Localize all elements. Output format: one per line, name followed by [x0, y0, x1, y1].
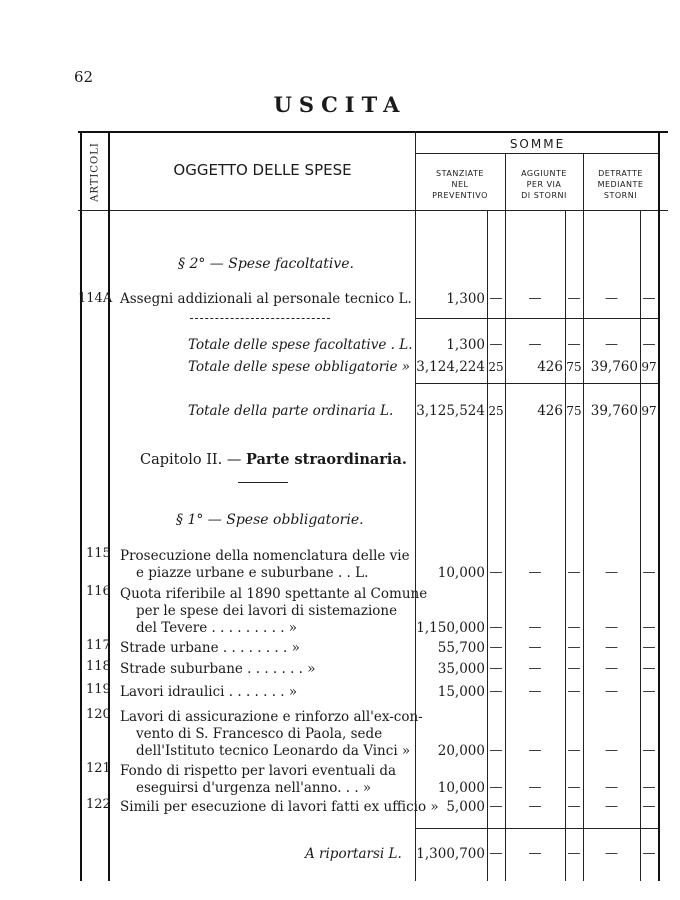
stanziate-cents: — — [489, 337, 503, 352]
detratte-value: — — [605, 684, 618, 699]
detratte-cents: — — [642, 846, 656, 861]
carry-forward-label: A riportarsi L. — [305, 846, 402, 862]
expense-description-line: vento di S. Francesco di Paola, sede — [136, 726, 383, 742]
right-border — [658, 131, 660, 881]
detratte-cents: — — [642, 799, 656, 814]
expense-description-line: del Tevere . . . . . . . . . » — [136, 620, 298, 636]
page-number: 62 — [74, 68, 94, 86]
stanziate-value: 10,000 — [437, 565, 485, 581]
aggiunte-value: — — [528, 780, 542, 795]
stanziate-cents: — — [489, 640, 503, 655]
aggiunte-cents: — — [567, 743, 581, 758]
detratte-cents: — — [642, 743, 656, 758]
expense-description-line: Lavori di assicurazione e rinforzo all'ex-con- — [120, 709, 423, 725]
somme-header: SOMME — [509, 137, 566, 151]
stanziate-cents: — — [489, 846, 503, 861]
detratte-value: — — [605, 846, 618, 861]
stanziate-value: 10,000 — [437, 780, 485, 796]
aggiunte-cents: — — [567, 846, 581, 861]
stanziate-cents: 25 — [488, 360, 504, 374]
aggiunte-value: — — [528, 620, 542, 635]
detratte-value: — — [605, 799, 618, 814]
aggiunte-value: — — [528, 846, 542, 861]
detratte-value: 39,760 — [590, 403, 638, 419]
detratte-header: DETRATTE MEDIANTE STORNI — [597, 169, 644, 200]
aggiunte-value: — — [528, 661, 542, 676]
stanziate-cents: — — [489, 684, 503, 699]
subtotal-rule — [415, 318, 658, 319]
detratte-value: — — [605, 291, 618, 306]
expense-description-line: Prosecuzione della nomenclatura delle vie — [120, 548, 410, 564]
aggiunte-divider — [583, 153, 584, 881]
aggiunte-value: — — [528, 640, 542, 655]
aggiunte-cents: 75 — [566, 360, 582, 374]
expense-description-line: Strade urbane . . . . . . . . » — [120, 640, 300, 656]
table-top-rule — [78, 131, 668, 133]
detratte-value: 39,760 — [590, 359, 638, 375]
stanziate-cents: — — [489, 743, 503, 758]
stanziate-value: 15,000 — [437, 684, 485, 700]
stanziate-cents: 25 — [488, 404, 504, 418]
stanziate-cents: — — [489, 780, 503, 795]
detratte-cents: — — [642, 661, 656, 676]
aggiunte-cents: — — [567, 291, 581, 306]
aggiunte-value: — — [528, 291, 542, 306]
detratte-value: — — [605, 743, 618, 758]
subtotal-rule — [415, 383, 658, 384]
detratte-cents: — — [642, 291, 656, 306]
expense-description-line: Simili per esecuzione di lavori fatti ex ufficio » — [120, 799, 439, 815]
stanziate-value: 3,124,224 — [416, 359, 485, 375]
detratte-value: — — [605, 565, 618, 580]
expense-description-line: dell'Istituto tecnico Leonardo da Vinci » — [136, 743, 411, 759]
detratte-value: — — [605, 661, 618, 676]
detratte-cents: 97 — [641, 360, 657, 374]
divider-rule — [190, 318, 330, 319]
chapter-rule — [238, 482, 288, 483]
total-facoltative-label: Totale delle spese facoltative . L. — [188, 337, 413, 353]
aggiunte-value: — — [528, 743, 542, 758]
aggiunte-value: — — [528, 684, 542, 699]
chapter-heading: Capitolo II. — Parte straordinaria. — [140, 451, 407, 468]
article-number: 115 — [86, 546, 111, 561]
stanziate-cents: — — [489, 291, 503, 306]
detratte-value: — — [605, 640, 618, 655]
stanziate-value: 1,150,000 — [416, 620, 485, 636]
expense-description-line: Strade suburbane . . . . . . . » — [120, 661, 316, 677]
left-border — [80, 131, 82, 881]
section-facoltative: § 2° — Spese facoltative. — [178, 256, 355, 272]
expense-description-line: Quota riferibile al 1890 spettante al Comune — [120, 586, 428, 602]
stanziate-value: 1,300,700 — [416, 846, 485, 862]
stanziate-cents: — — [489, 799, 503, 814]
expense-description-line: Lavori idraulici . . . . . . . » — [120, 684, 298, 700]
aggiunte-cents: — — [567, 684, 581, 699]
stanziate-divider — [505, 153, 506, 881]
article-number: 119 — [86, 682, 111, 697]
article-number: 121 — [86, 761, 111, 776]
aggiunte-cents: — — [567, 565, 581, 580]
article-number: 116 — [86, 584, 111, 599]
aggiunte-cents: 75 — [566, 404, 582, 418]
stanziate-value: 5,000 — [446, 799, 485, 815]
expense-description-line: e piazze urbane e suburbane . . L. — [136, 565, 369, 581]
aggiunte-header: AGGIUNTE PER VIA DI STORNI — [521, 169, 567, 200]
section-obbligatorie: § 1° — Spese obbligatorie. — [176, 512, 364, 528]
somme-underline — [415, 153, 660, 154]
stanziate-cents: — — [489, 565, 503, 580]
detratte-cents: 97 — [641, 404, 657, 418]
detratte-cents: — — [642, 565, 656, 580]
oggetto-header: OGGETTO DELLE SPESE — [173, 161, 352, 179]
expense-description-line: eseguirsi d'urgenza nell'anno. . . » — [136, 780, 372, 796]
aggiunte-value: — — [528, 337, 542, 352]
article-number: 114A — [78, 291, 113, 306]
detratte-value: — — [605, 620, 618, 635]
expense-description-line: Fondo di rispetto per lavori eventuali da — [120, 763, 397, 779]
detratte-value: — — [605, 337, 618, 352]
article-number: 122 — [86, 797, 111, 812]
stanziate-value: 1,300 — [446, 291, 485, 307]
expense-description: Assegni addizionali al personale tecnico L. — [120, 291, 412, 307]
articoli-header: ARTICOLI — [89, 142, 101, 202]
article-number: 118 — [86, 659, 111, 674]
detratte-value: — — [605, 780, 618, 795]
aggiunte-cents: — — [567, 799, 581, 814]
stanziate-value: 1,300 — [446, 337, 485, 353]
detratte-cents: — — [642, 640, 656, 655]
article-number: 117 — [86, 638, 111, 653]
article-number: 120 — [86, 707, 111, 722]
aggiunte-cents: — — [567, 780, 581, 795]
stanziate-value: 55,700 — [437, 640, 485, 656]
aggiunte-value: — — [528, 565, 542, 580]
aggiunte-cents: — — [567, 661, 581, 676]
stanziate-cents: — — [489, 620, 503, 635]
subtotal-rule — [415, 828, 658, 829]
aggiunte-value: 426 — [537, 403, 563, 419]
expense-description-line: per le spese dei lavori di sistemazione — [136, 603, 398, 619]
stanziate-value: 20,000 — [437, 743, 485, 759]
stanziate-header: STANZIATE NEL PREVENTIVO — [432, 169, 488, 200]
aggiunte-cents: — — [567, 337, 581, 352]
detratte-cents: — — [642, 620, 656, 635]
page-heading: USCITA — [273, 92, 407, 117]
oggetto-divider — [415, 131, 416, 881]
aggiunte-value: 426 — [537, 359, 563, 375]
header-bottom-rule — [78, 210, 668, 211]
aggiunte-value: — — [528, 799, 542, 814]
stanziate-cents: — — [489, 661, 503, 676]
stanziate-value: 35,000 — [437, 661, 485, 677]
detratte-cents: — — [642, 337, 656, 352]
detratte-cents: — — [642, 780, 656, 795]
detratte-cents: — — [642, 684, 656, 699]
aggiunte-cents: — — [567, 640, 581, 655]
stanziate-value: 3,125,524 — [416, 403, 485, 419]
total-obbligatorie-label: Totale delle spese obbligatorie » — [188, 359, 411, 375]
total-ordinaria-label: Totale della parte ordinaria L. — [188, 403, 394, 419]
aggiunte-cents: — — [567, 620, 581, 635]
